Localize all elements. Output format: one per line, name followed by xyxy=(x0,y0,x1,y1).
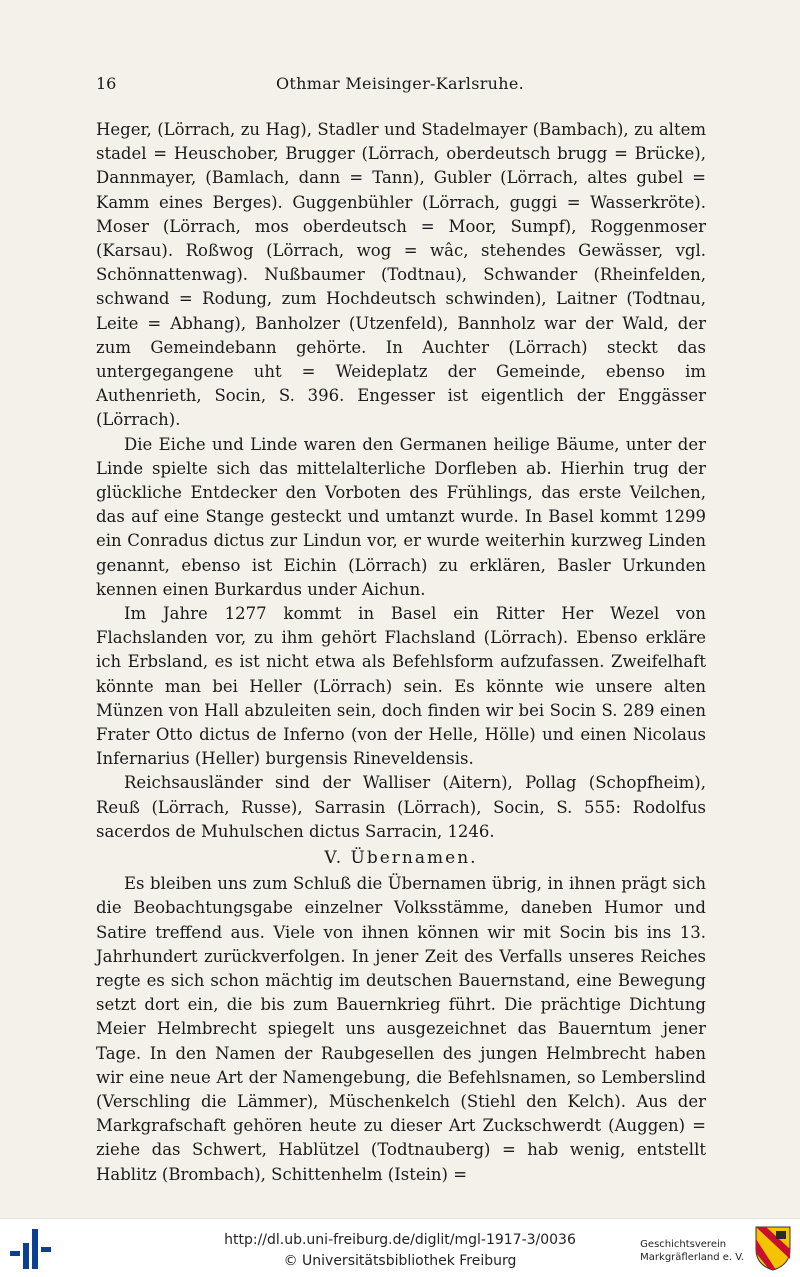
page-header xyxy=(96,74,704,100)
paragraph: Reichsausländer sind der Walliser (Aitern), Pollag (Schopfheim), Reuß (Lörrach, Russe), Sarrasin (Lörrach), Socin, S. 555: Rodolfus sacerdos de Muhulschen dictus Sarracin, 1246. xyxy=(96,773,706,841)
paragraph: Heger, (Lörrach, zu Hag), Stadler und Stadelmayer (Bambach), zu altem stadel = Heuschober, Brugger (Lörrach, oberdeutsch brugg = Brücke), Dannmayer, (Bamlach, dann = Tann), Gubler (Lörrach, altes gubel = Kamm eines Berges). Guggenbühler (Lörrach, guggi = Wasserkröte). Moser (Lörrach, mos oberdeutsch = Moor, Sumpf), Roggenmoser (Karsau). Roßwog (Lörrach, wog = wâc, stehendes Gewässer, vgl. Schönnattenwag). Nußbaumer (Todtnau), Schwander (Rheinfelden, schwand = Rodung, zum Hochdeutsch schwinden), Laitner (Todtnau, Leite = Abhang), Banholzer (Utzenfeld), Bannholz war der Wald, der zum Gemeindebann gehörte. In Auchter (Lörrach) steckt das untergegangene uht = Weideplatz der Gemeinde, ebenso im Authenrieth, Socin, S. 396. Engesser ist eigentlich der Enggässer (Lörrach). xyxy=(96,120,706,430)
paragraph: Die Eiche und Linde waren den Germanen heilige Bäume, unter der Linde spielte sich das mittelalterliche Dorfleben ab. Hierhin trug der glückliche Entdecker den Vorboten des Frühlings, das erste Veilchen, das auf eine Stange gesteckt und umtanzt wurde. In Basel kommt 1299 ein Conradus dictus zur Lindun vor, er wurde weiterhin kurzweg Linden genannt, ebenso ist Eichin (Lörrach) zu erklären, Basler Urkunden kennen einen Burkardus under Aichun. xyxy=(96,434,706,599)
society-name xyxy=(640,1238,744,1264)
society-name-line: Markgräflerland e. V. xyxy=(640,1252,744,1263)
paragraph: Im Jahre 1277 kommt in Basel ein Ritter Her Wezel von Flachslanden vor, zu ihm gehört Flachsland (Lörrach). Ebenso erkläre ich Erbsland, es ist nicht etwa als Befehlsform aufzufassen. Zweifelhaft könnte man bei Heller (Lörrach) sein. Es könnte wie unsere alten Münzen von Hall abzuleiten sein, doch finden wir bei Socin S. 289 einen Frater Otto dictus de Inferno (von der Helle, Hölle) und einen Nicolaus Infernarius (Heller) burgensis Rineveldensis. xyxy=(96,604,706,769)
paragraph: Es bleiben uns zum Schluß die Übernamen übrig, in ihnen prägt sich die Beobachtungsgabe einzelner Volksstämme, daneben Humor und Satire treffend aus. Viele von ihnen können wir mit Socin bis ins 13. Jahrhundert zurückverfolgen. In jener Zeit des Verfalls unseres Reiches regte es sich schon mächtig im deutschen Bauernstand, eine Bewegung setzt dort ein, die bis zum Bauernkrieg führt. Die prächtige Dichtung Meier Helmbrecht spiegelt uns ausgezeichnet das Bauerntum jener Tage. In den Namen der Raubgesellen des jungen Helmbrecht haben wir eine neue Art der Namengebung, die Befehlsnamen, so Lemberslind (Verschling die Lämmer), Müschenkelch (Stiehl den Kelch). Aus der Markgrafschaft gehören heute zu dieser Art Zuckschwerdt (Auggen) = ziehe das Schwert, Hablützel (Todtnauberg) = hab wenig, entstellt Hablitz (Brombach), Schittenhelm (Istein) = xyxy=(96,874,706,1184)
society-name-line: Geschichtsverein xyxy=(640,1239,727,1250)
viewer-footer xyxy=(0,1218,800,1277)
copyright-notice: © Universitätsbibliothek Freiburg xyxy=(283,1253,517,1269)
page-number: 16 xyxy=(96,74,117,93)
running-head: Othmar Meisinger-Karlsruhe. xyxy=(275,74,525,93)
section-heading: V. Übernamen. xyxy=(324,848,478,869)
coat-of-arms-icon xyxy=(754,1225,792,1271)
permalink-url[interactable]: http://dl.ub.uni-freiburg.de/diglit/mgl-1917-3/0036 xyxy=(224,1232,576,1248)
body-text xyxy=(96,118,706,1187)
